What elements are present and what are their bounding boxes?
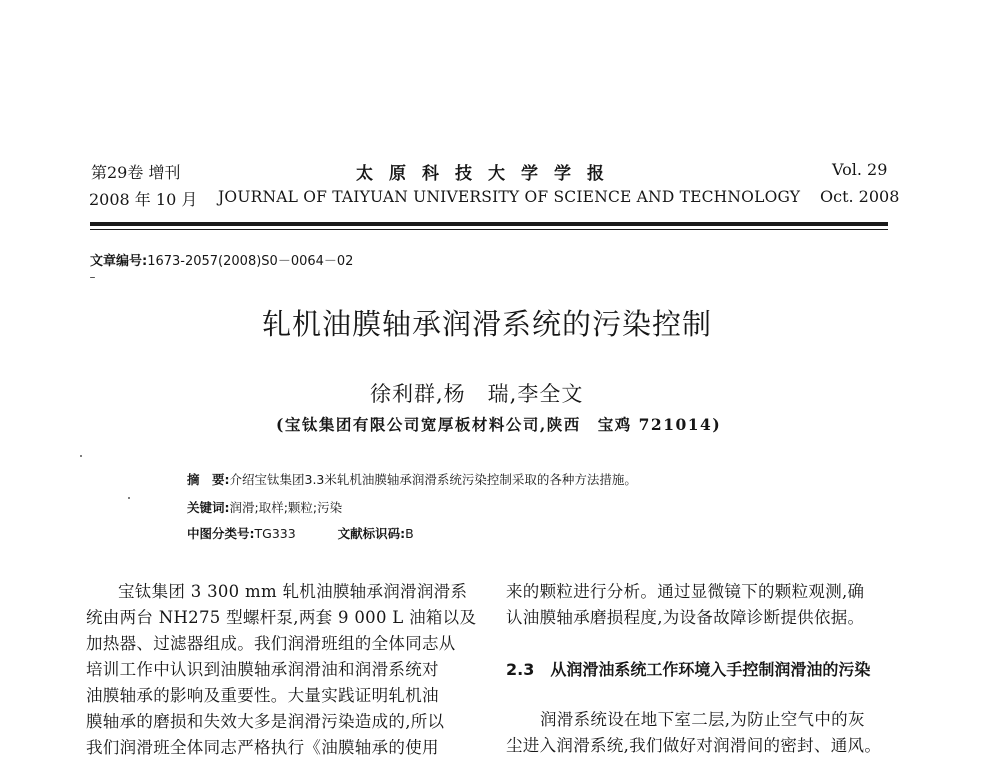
left-body-line: 膜轴承的磨损和失效大多是润滑污染造成的,所以 [86, 712, 445, 731]
header-rule-thin [90, 229, 888, 230]
left-body-line: 油膜轴承的影响及重要性。大量实践证明轧机油 [86, 686, 439, 705]
scan-speck [128, 497, 130, 499]
abstract-text: 介绍宝钛集团3.3米轧机油膜轴承润滑系统污染控制采取的各种方法措施。 [229, 472, 637, 487]
right-body-line: 认油膜轴承磨损程度,为设备故障诊断提供依据。 [506, 608, 865, 627]
article-affiliation: (宝钛集团有限公司宽厚板材料公司,陕西 宝鸡 721014) [276, 415, 722, 434]
article-number-value: 1673-2057(2008)S0－0064－02 [147, 254, 354, 269]
left-body-line: 我们润滑班全体同志严格执行《油膜轴承的使用 [86, 738, 439, 757]
header-rule-thick [90, 222, 888, 226]
clc-value: TG333 [254, 526, 296, 541]
doc-code-value: B [405, 526, 414, 541]
left-body-line: 宝钛集团 3 300 mm 轧机油膜轴承润滑润滑系 [118, 582, 468, 601]
margin-mark [90, 277, 95, 278]
clc-label: 中图分类号: [187, 526, 255, 541]
keywords-label: 关键词: [187, 500, 230, 515]
volume-en: Vol. 29 [832, 160, 888, 179]
article-title: 轧机油膜轴承润滑系统的污染控制 [262, 307, 713, 341]
classification [187, 524, 414, 542]
keywords-text: 润滑;取样;颗粒;污染 [229, 500, 343, 515]
scan-speck [80, 455, 82, 457]
article-number [90, 250, 353, 269]
date-en: Oct. 2008 [820, 187, 900, 206]
section-heading: 2.3 从润滑油系统工作环境入手控制润滑油的污染 [506, 660, 871, 679]
left-body-line: 加热器、过滤器组成。我们润滑班组的全体同志从 [86, 634, 456, 653]
doc-code-label: 文献标识码: [337, 526, 406, 541]
abstract [187, 470, 637, 488]
keywords [187, 498, 342, 516]
journal-title-en: JOURNAL OF TAIYUAN UNIVERSITY OF SCIENCE AND TECHNOLOGY [218, 188, 801, 206]
right-body-line: 润滑系统设在地下室二层,为防止空气中的灰 [540, 710, 865, 729]
date-cn: 2008 年 10 月 [89, 190, 198, 209]
volume-cn: 第29卷 增刊 [91, 163, 181, 182]
article-authors: 徐利群,杨 瑞,李全文 [370, 382, 584, 406]
abstract-label: 摘 要: [187, 472, 230, 487]
left-body-line: 培训工作中认识到油膜轴承润滑油和润滑系统对 [86, 660, 439, 679]
journal-title-cn: 太原科技大学学报 [356, 164, 620, 184]
right-body-line: 来的颗粒进行分析。通过显微镜下的颗粒观测,确 [506, 582, 865, 601]
article-number-label: 文章编号: [90, 254, 148, 269]
left-body-line: 统由两台 NH275 型螺杆泵,两套 9 000 L 油箱以及 [86, 608, 477, 627]
right-body-line: 尘进入润滑系统,我们做好对润滑间的密封、通风。 [506, 736, 882, 755]
